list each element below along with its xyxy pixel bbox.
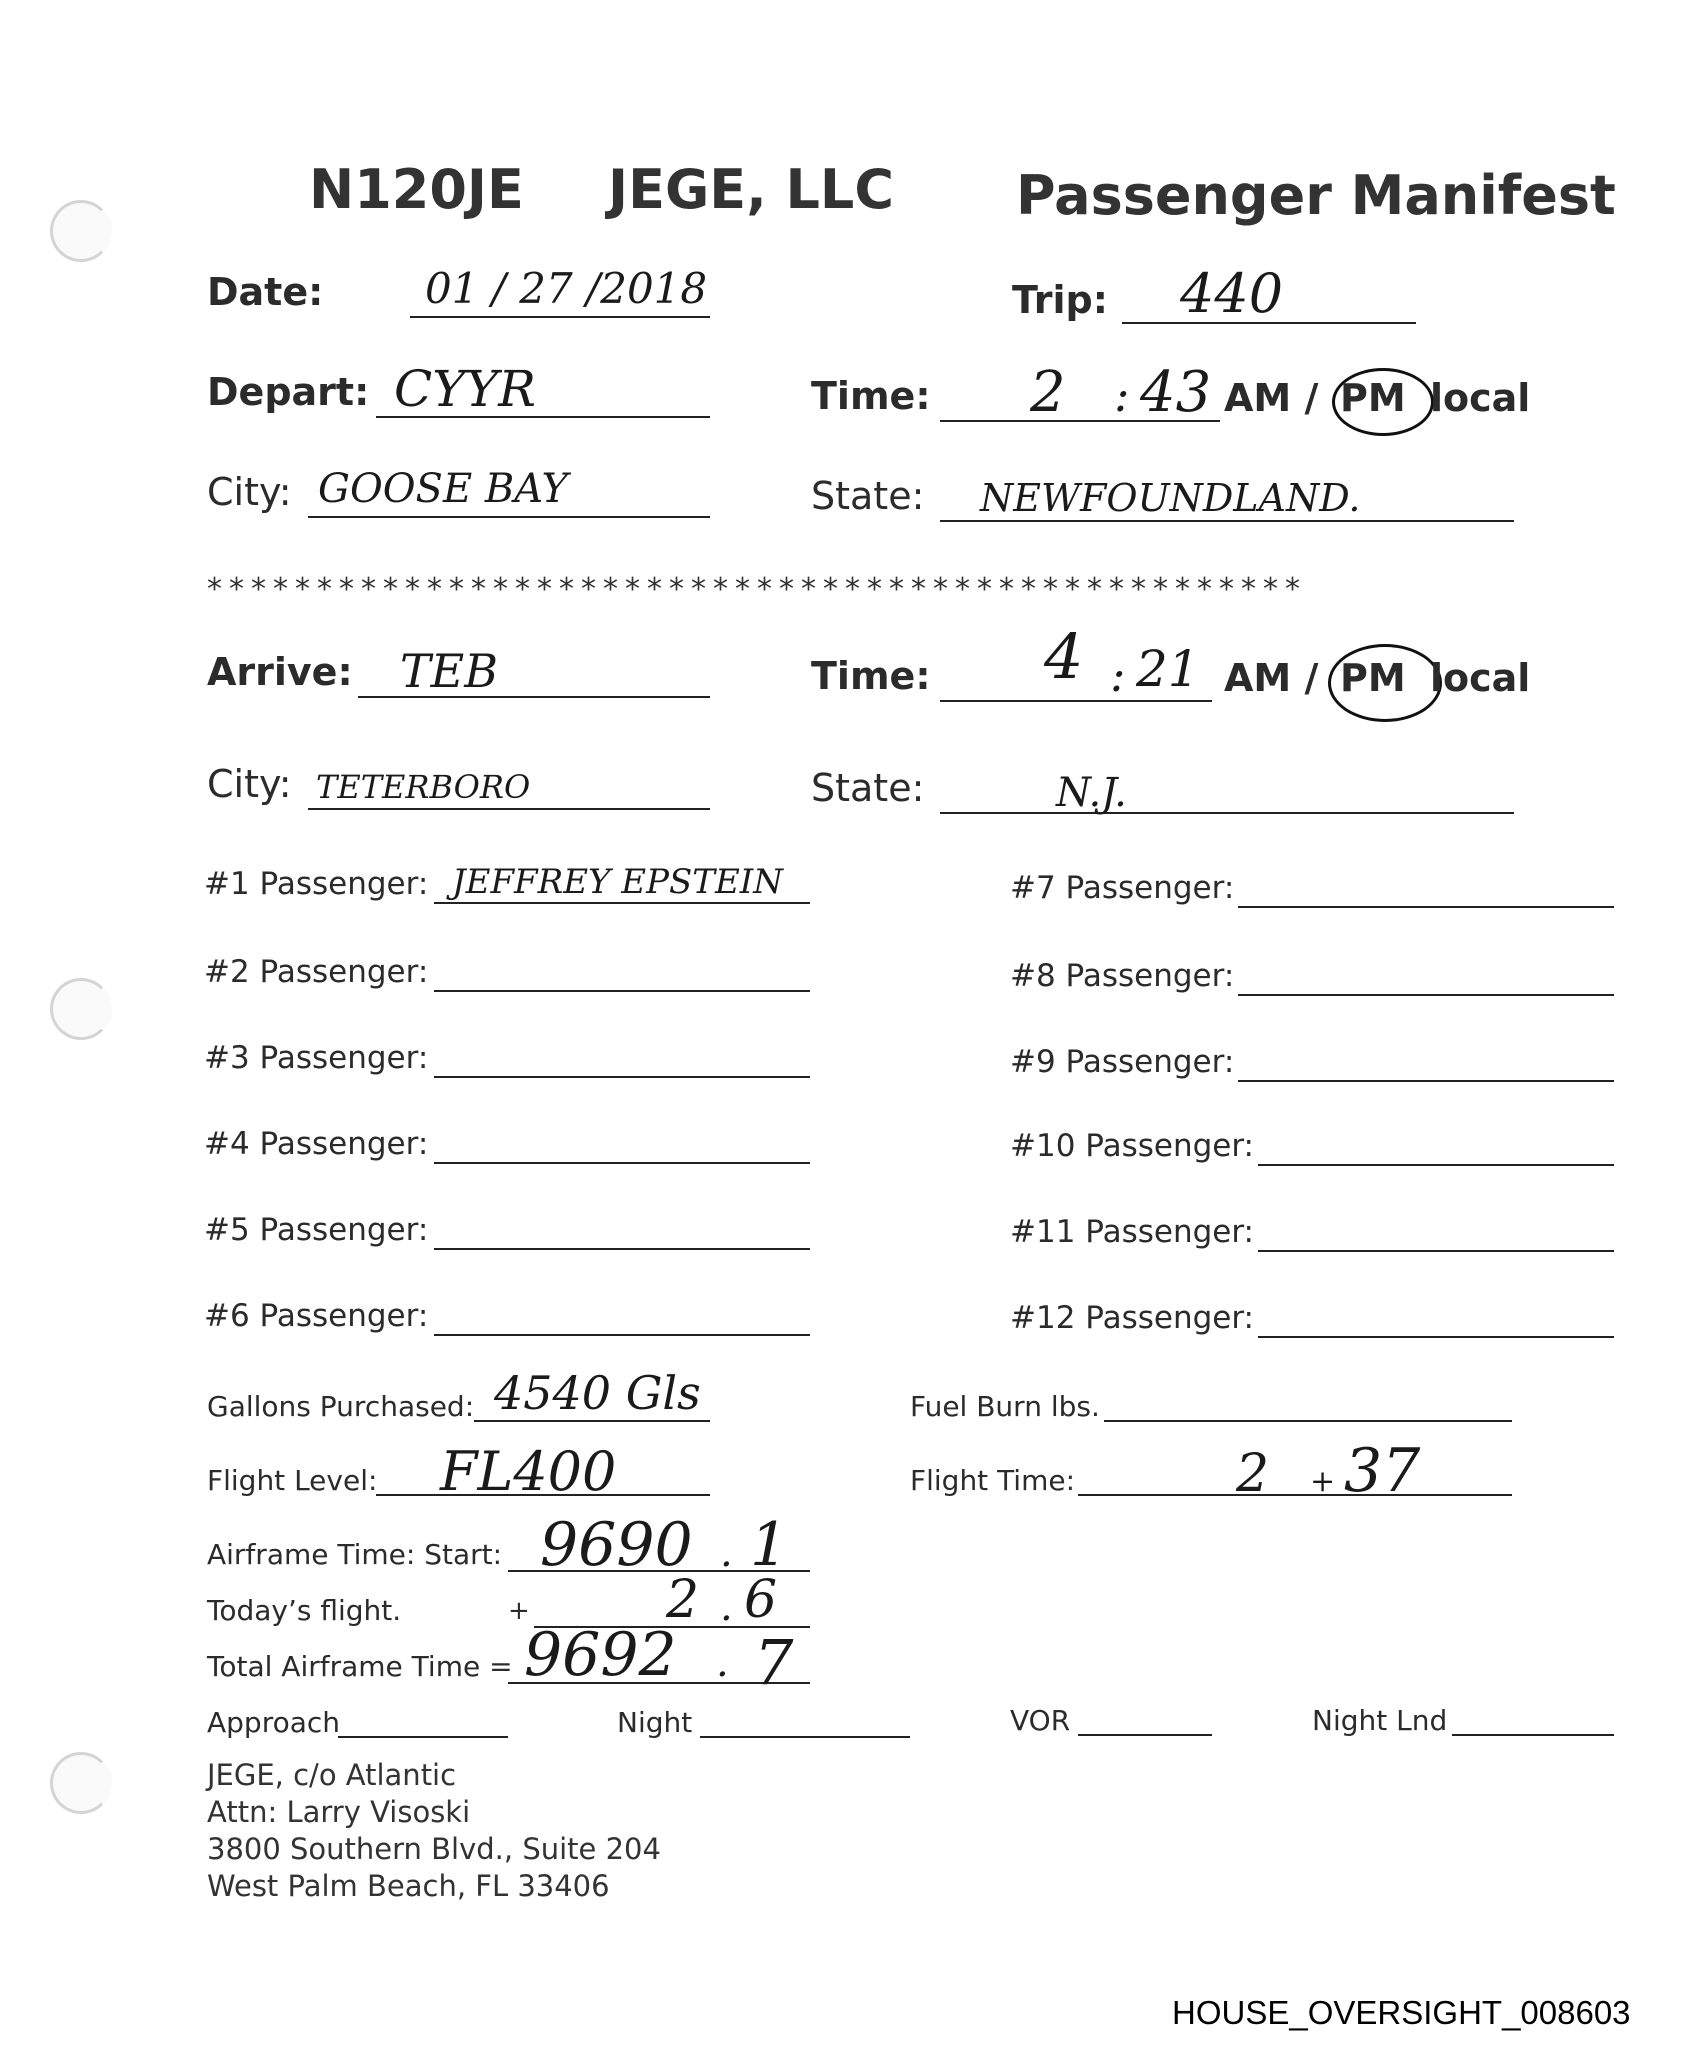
depart-am: AM / bbox=[1224, 376, 1319, 420]
depart-local: local bbox=[1430, 376, 1531, 420]
passenger-7-line bbox=[1238, 906, 1614, 908]
flight-level-value: FL400 bbox=[440, 1440, 617, 1503]
depart-colon: : bbox=[1114, 368, 1130, 422]
passenger-3-line bbox=[434, 1076, 810, 1078]
flight-time-hours: 2 bbox=[1236, 1444, 1270, 1504]
passenger-3-label: #3 Passenger: bbox=[204, 1040, 429, 1076]
passenger-7-label: #7 Passenger: bbox=[1010, 870, 1235, 906]
passenger-9-label: #9 Passenger: bbox=[1010, 1044, 1235, 1080]
gallons-value: 4540 Gls bbox=[494, 1366, 701, 1420]
depart-city-label: City: bbox=[207, 470, 292, 514]
arrive-minutes: 21 bbox=[1136, 640, 1200, 698]
binder-hole-bottom bbox=[50, 1752, 112, 1814]
night-line bbox=[700, 1736, 910, 1738]
airframe-start-label: Airframe Time: Start: bbox=[207, 1538, 503, 1571]
depart-label: Depart: bbox=[207, 370, 370, 414]
document-id: HOUSE_OVERSIGHT_008603 bbox=[1172, 1994, 1631, 2031]
flight-time-minutes: 37 bbox=[1344, 1436, 1421, 1506]
date-line bbox=[410, 316, 710, 318]
date-value: 01 / 27 /2018 bbox=[425, 264, 708, 313]
depart-pm: PM bbox=[1340, 376, 1406, 420]
arrive-pm: PM bbox=[1340, 656, 1406, 700]
total-airframe-dot: . bbox=[716, 1640, 729, 1686]
approach-label: Approach bbox=[207, 1706, 341, 1739]
arrive-city-value: TETERBORO bbox=[316, 768, 531, 806]
todays-flight-plus: + bbox=[508, 1596, 530, 1626]
passenger-1-label: #1 Passenger: bbox=[204, 866, 429, 902]
arrive-time-label: Time: bbox=[811, 654, 931, 698]
address-line-2: Attn: Larry Visoski bbox=[207, 1795, 471, 1829]
arrive-hour: 4 bbox=[1044, 620, 1084, 693]
flight-time-line bbox=[1078, 1494, 1512, 1496]
arrive-state-line bbox=[940, 812, 1514, 814]
form-title: Passenger Manifest bbox=[1016, 164, 1616, 227]
flight-time-sep: + bbox=[1310, 1464, 1336, 1499]
vor-label: VOR bbox=[1010, 1704, 1071, 1737]
arrive-am: AM / bbox=[1224, 656, 1319, 700]
arrive-label: Arrive: bbox=[207, 650, 353, 694]
depart-hour: 2 bbox=[1030, 360, 1066, 425]
passenger-4-label: #4 Passenger: bbox=[204, 1126, 429, 1162]
arrive-state-value: N.J. bbox=[1056, 770, 1127, 816]
gallons-label: Gallons Purchased: bbox=[207, 1390, 475, 1423]
separator-stars: ************************************************** bbox=[207, 572, 1307, 607]
todays-flight-int: 2 bbox=[666, 1570, 700, 1630]
arrive-colon: : bbox=[1110, 648, 1126, 702]
todays-flight-dec: 6 bbox=[744, 1570, 778, 1630]
total-airframe-int: 9692 bbox=[524, 1620, 677, 1690]
depart-state-value: NEWFOUNDLAND. bbox=[980, 476, 1361, 520]
todays-flight-dot: . bbox=[720, 1584, 733, 1630]
passenger-10-line bbox=[1258, 1164, 1614, 1166]
passenger-2-line bbox=[434, 990, 810, 992]
gallons-line bbox=[474, 1420, 710, 1422]
depart-time-label: Time: bbox=[811, 374, 931, 418]
trip-label: Trip: bbox=[1012, 278, 1108, 322]
arrive-local: local bbox=[1430, 656, 1531, 700]
night-lnd-line bbox=[1452, 1734, 1614, 1736]
passenger-4-line bbox=[434, 1162, 810, 1164]
binder-hole-middle bbox=[50, 978, 112, 1040]
depart-city-line bbox=[308, 516, 710, 518]
total-airframe-dec: 7 bbox=[754, 1626, 794, 1699]
binder-hole-top bbox=[50, 200, 112, 262]
passenger-12-line bbox=[1258, 1336, 1614, 1338]
approach-line bbox=[338, 1736, 508, 1738]
night-lnd-label: Night Lnd bbox=[1312, 1704, 1448, 1737]
passenger-9-line bbox=[1238, 1080, 1614, 1082]
passenger-6-label: #6 Passenger: bbox=[204, 1298, 429, 1334]
arrive-city-line bbox=[308, 808, 710, 810]
passenger-11-line bbox=[1258, 1250, 1614, 1252]
trip-value: 440 bbox=[1180, 262, 1284, 325]
passenger-6-line bbox=[434, 1334, 810, 1336]
airframe-start-dot: . bbox=[720, 1530, 733, 1576]
tail-number: N120JE bbox=[309, 158, 524, 221]
airframe-start-dec: 1 bbox=[750, 1510, 789, 1580]
passenger-1-value: JEFFREY EPSTEIN bbox=[452, 862, 783, 902]
passenger-5-label: #5 Passenger: bbox=[204, 1212, 429, 1248]
depart-state-label: State: bbox=[811, 474, 925, 518]
total-airframe-label: Total Airframe Time = bbox=[207, 1650, 513, 1683]
flight-level-label: Flight Level: bbox=[207, 1464, 378, 1497]
fuel-burn-line bbox=[1104, 1420, 1512, 1422]
night-label: Night bbox=[617, 1706, 693, 1739]
fuel-burn-label: Fuel Burn lbs. bbox=[910, 1390, 1100, 1423]
depart-value: CYYR bbox=[394, 360, 536, 418]
company-name: JEGE, LLC bbox=[608, 158, 894, 221]
arrive-city-label: City: bbox=[207, 762, 292, 806]
arrive-state-label: State: bbox=[811, 766, 925, 810]
address-line-3: 3800 Southern Blvd., Suite 204 bbox=[207, 1832, 661, 1866]
passenger-10-label: #10 Passenger: bbox=[1010, 1128, 1254, 1164]
vor-line bbox=[1078, 1734, 1212, 1736]
passenger-2-label: #2 Passenger: bbox=[204, 954, 429, 990]
address-line-4: West Palm Beach, FL 33406 bbox=[207, 1869, 610, 1903]
depart-city-value: GOOSE BAY bbox=[318, 466, 568, 512]
arrive-time-line bbox=[940, 700, 1212, 702]
passenger-8-label: #8 Passenger: bbox=[1010, 958, 1235, 994]
passenger-8-line bbox=[1238, 994, 1614, 996]
flight-time-label: Flight Time: bbox=[910, 1464, 1076, 1497]
date-label: Date: bbox=[207, 270, 324, 314]
arrive-value: TEB bbox=[400, 644, 499, 698]
passenger-5-line bbox=[434, 1248, 810, 1250]
depart-minutes: 43 bbox=[1140, 360, 1212, 425]
passenger-1-line bbox=[434, 902, 810, 904]
passenger-12-label: #12 Passenger: bbox=[1010, 1300, 1254, 1336]
depart-state-line bbox=[940, 520, 1514, 522]
airframe-start-int: 9690 bbox=[540, 1510, 693, 1580]
passenger-11-label: #11 Passenger: bbox=[1010, 1214, 1254, 1250]
address-line-1: JEGE, c/o Atlantic bbox=[207, 1758, 457, 1792]
todays-flight-label: Today’s flight. bbox=[207, 1594, 402, 1627]
